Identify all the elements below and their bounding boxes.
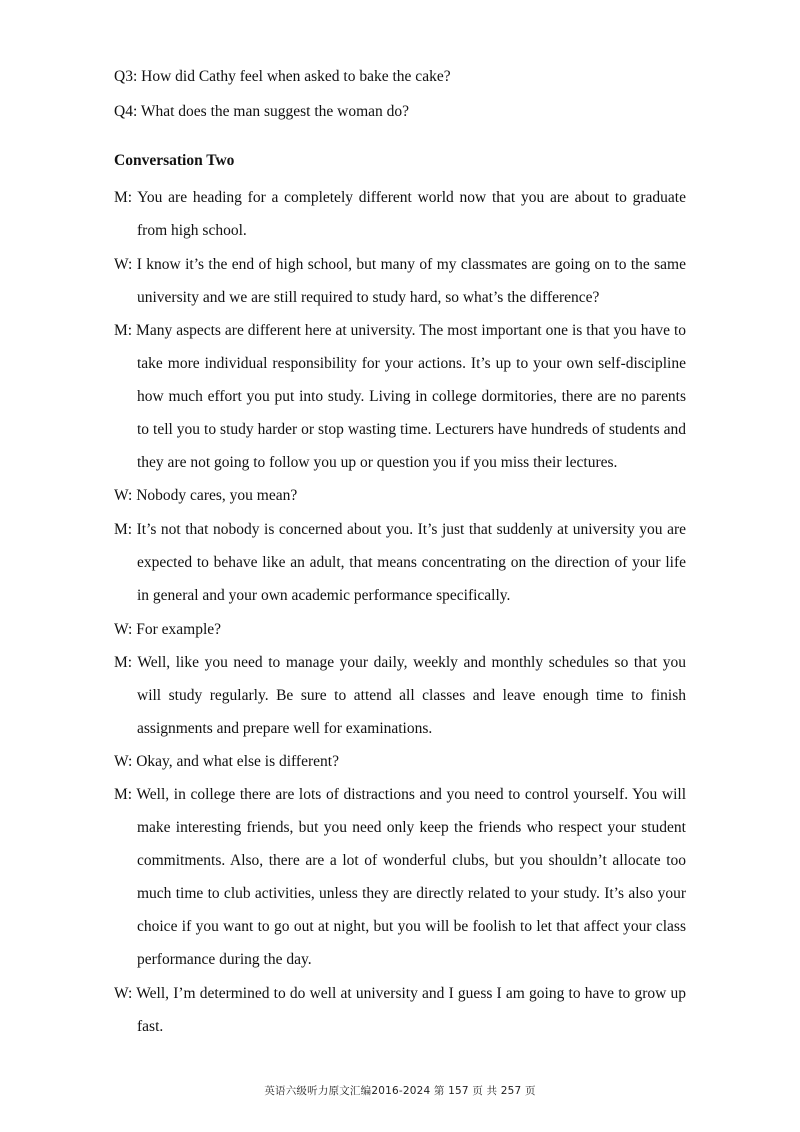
dialogue-turn-10: W: Well, I’m determined to do well at university and I guess I am going to have to grow up fast. (114, 985, 686, 1035)
dialogue-turn-9: M: Well, in college there are lots of distractions and you need to control yourself. You will make interesting friends, but you need only keep the friends who respect your student commitments. Also, there are a lot of wonderful clubs, but you shouldn’t allocate too much time to club activities, unless they are directly related to your study. It’s also your choice if you want to go out at night, but you will be foolish to let that affect your class performance during the day. (114, 786, 686, 968)
question-q3: Q3: How did Cathy feel when asked to bake the cake? (114, 68, 451, 85)
dialogue-turn-6: W: For example? (114, 621, 222, 638)
dialogue-turn-1: M: You are heading for a completely different world now that you are about to graduate from high school. (114, 189, 686, 239)
dialogue-turn-7: M: Well, like you need to manage your daily, weekly and monthly schedules so that you will study regularly. Be sure to attend all classes and leave enough time to finish assignments and prepare well for examinations. (114, 654, 686, 737)
dialogue-turn-4: W: Nobody cares, you mean? (114, 487, 298, 504)
dialogue-turn-3: M: Many aspects are different here at university. The most important one is that you have to take more individual responsibility for your actions. It’s up to your own self-discipline how much effort you put into study. Living in college dormitories, there are no parents to tell you to study harder or stop wasting time. Lecturers have hundreds of students and they are not going to follow you up or question you if you miss their lectures. (114, 322, 686, 471)
dialogue-turn-5: M: It’s not that nobody is concerned about you. It’s just that suddenly at university you are expected to behave like an adult, that means concentrating on the direction of your life in general and your own academic performance specifically. (114, 521, 686, 604)
dialogue-turn-8: W: Okay, and what else is different? (114, 753, 339, 770)
page-footer: 英语六级听力原文汇编2016-2024 第 157 页 共 257 页 (264, 1085, 536, 1097)
section-title: Conversation Two (114, 152, 235, 169)
question-q4: Q4: What does the man suggest the woman do? (114, 103, 410, 120)
dialogue-turn-2: W: I know it’s the end of high school, but many of my classmates are going on to the same university and we are still required to study hard, so what’s the difference? (114, 256, 686, 306)
